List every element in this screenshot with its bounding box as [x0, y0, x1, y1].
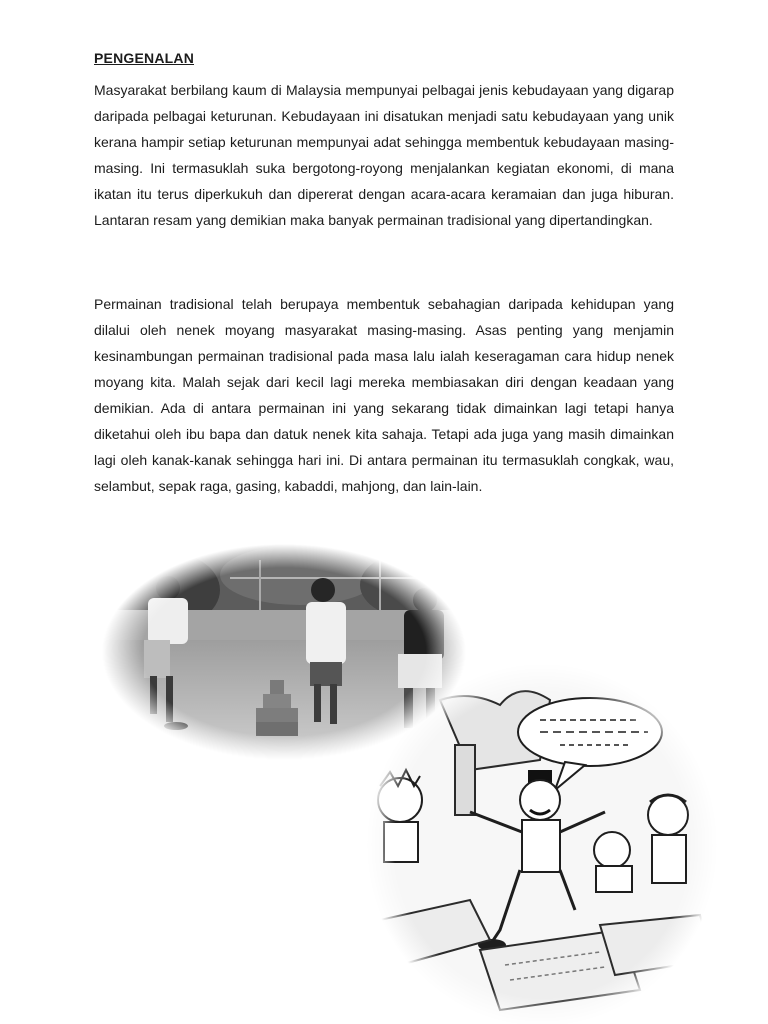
cartoon-hopscotch: [360, 660, 730, 1024]
paragraph-intro: Masyarakat berbilang kaum di Malaysia mempunyai pelbagai jenis kebudayaan yang digarap daripada pelbagai keturunan. Kebudayaan ini disatukan menjadi satu kebudayaan yang unik kerana hampir setiap keturunan mempunyai adat sehingga membentuk kebudayaan masing-masing. Ini termasuklah suka bergotong-royong menjalankan kegiatan ekonomi, di mana ikatan itu terus diperkukuh dan dipererat dengan acara-acara keramaian dan juga hiburan. Lantaran resam yang demikian maka banyak permainan tradisional yang dipertandingkan.: [94, 82, 674, 228]
section-heading: PENGENALAN: [94, 50, 195, 66]
paragraph-traditional-games: Permainan tradisional telah berupaya membentuk sebahagian daripada kehidupan yang dilalui oleh nenek moyang masyarakat masing-masing. Asas penting yang menjamin kesinambungan permainan tradisional pada masa lalu ialah keseragaman cara hidup nenek moyang kita. Malah sejak dari kecil lagi mereka membiasakan diri dengan keadaan yang demikian. Ada di antara permainan ini yang sekarang tidak dimainkan lagi tetapi hanya diketahui oleh ibu bapa dan datuk nenek kita sahaja. Tetapi ada juga yang masih dimainkan lagi oleh kanak-kanak sehingga hari ini. Di antara permainan itu termasuklah congkak, wau, selambut, sepak raga, gasing, kabaddi, mahjong, dan lain-lain.: [94, 296, 674, 494]
